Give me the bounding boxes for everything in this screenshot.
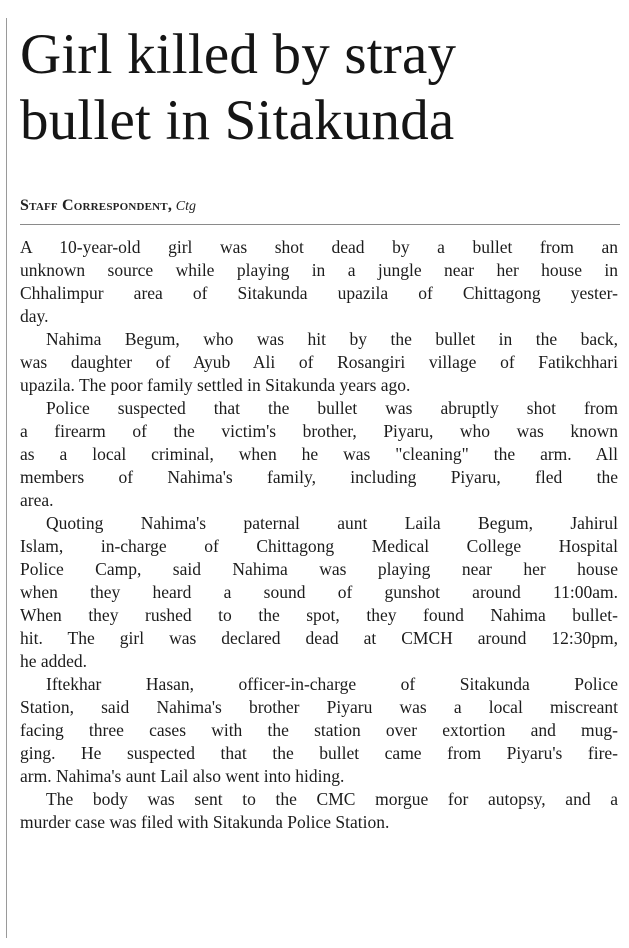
paragraph — [20, 236, 618, 328]
headline-line: Girl killed by stray — [20, 23, 457, 86]
column-rule — [6, 18, 7, 938]
text-line: Nahima Begum, who was hit by the bullet in the back, — [46, 329, 618, 349]
text-line: arm. Nahima's aunt Lail also went into hiding. — [20, 766, 345, 786]
text-line: The body was sent to the CMC morgue for autopsy, and a — [46, 789, 618, 809]
text-line: facing three cases with the station over extortion and mug- — [20, 720, 618, 740]
text-line: Islam, in-charge of Chittagong Medical College Hospital — [20, 536, 618, 556]
text-line: a firearm of the victim's brother, Piyaru, who was known — [20, 421, 618, 441]
byline-divider — [20, 224, 620, 225]
paragraph — [20, 328, 618, 397]
headline — [20, 22, 620, 154]
text-line: was daughter of Ayub Ali of Rosangiri village of Fatikchhari — [20, 352, 618, 372]
text-line: hit. The girl was declared dead at CMCH around 12:30pm, — [20, 628, 618, 648]
text-line: A 10-year-old girl was shot dead by a bullet from an — [20, 237, 618, 257]
text-line: murder case was filed with Sitakunda Police Station. — [20, 812, 390, 832]
text-line: when they heard a sound of gunshot around 11:00am. — [20, 582, 618, 602]
text-line: Iftekhar Hasan, officer-in-charge of Sitakunda Police — [46, 674, 618, 694]
text-line: When they rushed to the spot, they found Nahima bullet- — [20, 605, 618, 625]
text-line: as a local criminal, when he was "cleaning" the arm. All — [20, 444, 618, 464]
headline-line: bullet in Sitakunda — [20, 89, 455, 152]
text-line: Station, said Nahima's brother Piyaru was a local miscreant — [20, 697, 618, 717]
paragraph — [20, 397, 618, 512]
paragraph — [20, 788, 618, 834]
text-line: Quoting Nahima's paternal aunt Laila Begum, Jahirul — [46, 513, 618, 533]
text-line: unknown source while playing in a jungle near her house in — [20, 260, 618, 280]
text-line: Police Camp, said Nahima was playing near her house — [20, 559, 618, 579]
article-body — [20, 236, 618, 834]
paragraph — [20, 512, 618, 673]
text-line: he added. — [20, 651, 88, 671]
text-line: area. — [20, 490, 54, 510]
text-line: day. — [20, 306, 49, 326]
text-line: upazila. The poor family settled in Sitakunda years ago. — [20, 375, 411, 395]
text-line: members of Nahima's family, including Piyaru, fled the — [20, 467, 618, 487]
byline-author: Staff Correspondent, — [20, 197, 173, 214]
text-line: Police suspected that the bullet was abruptly shot from — [46, 398, 618, 418]
text-line: ging. He suspected that the bullet came from Piyaru's fire- — [20, 743, 618, 763]
paragraph — [20, 673, 618, 788]
text-line: Chhalimpur area of Sitakunda upazila of Chittagong yester- — [20, 283, 618, 303]
byline-location: Ctg — [175, 199, 197, 214]
byline — [20, 197, 196, 215]
